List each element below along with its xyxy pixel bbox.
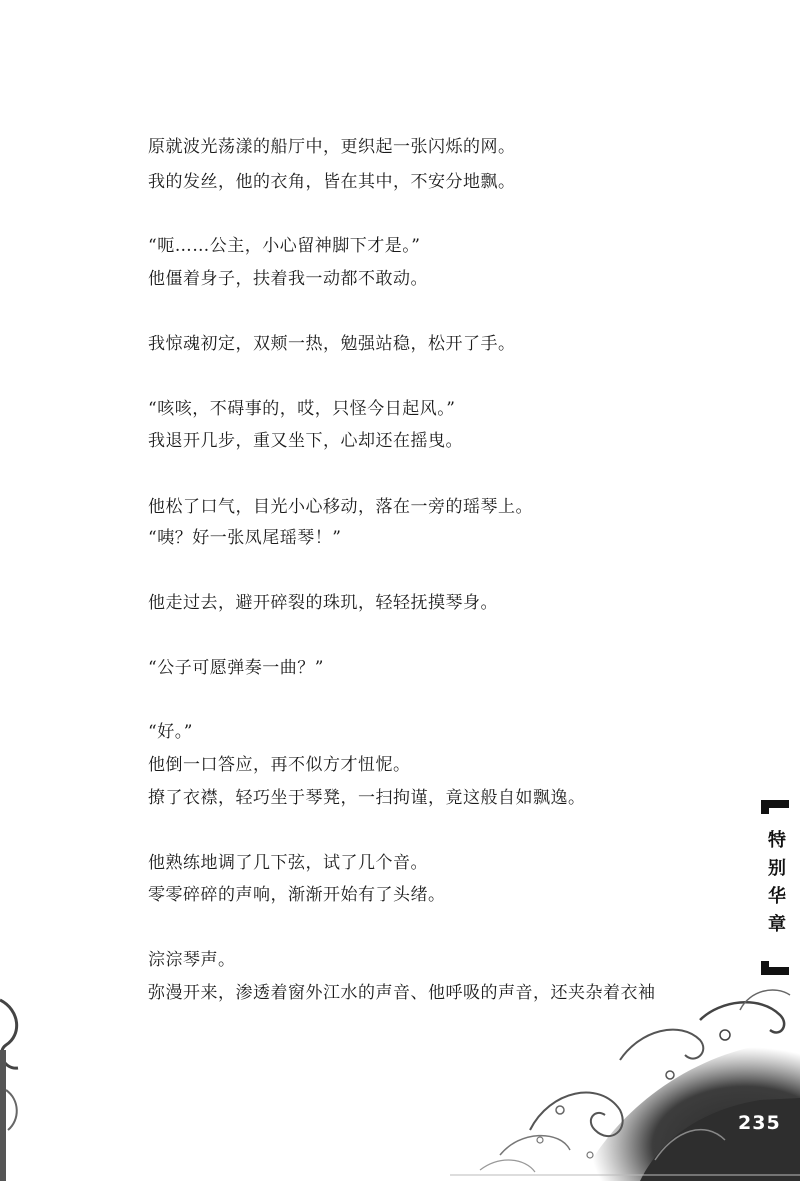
- text-line: “好。”: [148, 722, 193, 742]
- text-line: 弥漫开来，渗透着窗外江水的声音、他呼吸的声音，还夹杂着衣袖: [148, 983, 656, 1003]
- bracket-top: [761, 800, 789, 808]
- section-tab: [757, 800, 791, 975]
- text-line: 我退开几步，重又坐下，心却还在摇曳。: [148, 431, 463, 451]
- section-tab-label: 特别华章: [765, 830, 786, 942]
- text-line: 淙淙琴声。: [148, 950, 236, 970]
- bracket-bottom: [761, 967, 789, 975]
- text-line: “咦？好一张凤尾瑶琴！”: [148, 528, 342, 548]
- text-line: 原就波光荡漾的船厅中，更织起一张闪烁的网。: [148, 137, 516, 157]
- text-line: “呃……公主，小心留神脚下才是。”: [148, 236, 421, 256]
- text-line: 零零碎碎的声响，渐渐开始有了头绪。: [148, 885, 446, 905]
- floral-ornament-graphic: [440, 980, 800, 1181]
- text-line: 他松了口气，目光小心移动，落在一旁的瑶琴上。: [148, 497, 533, 517]
- text-line: 撩了衣襟，轻巧坐于琴凳，一扫拘谨，竟这般自如飘逸。: [148, 788, 586, 808]
- text-line: 我的发丝，他的衣角，皆在其中，不安分地飘。: [148, 172, 516, 192]
- text-line: “公子可愿弹奏一曲？”: [148, 658, 324, 678]
- text-line: 我惊魂初定，双颊一热，勉强站稳，松开了手。: [148, 334, 516, 354]
- text-line: 他走过去，避开碎裂的珠玑，轻轻抚摸琴身。: [148, 593, 498, 613]
- text-line: 他倒一口答应，再不似方才忸怩。: [148, 755, 411, 775]
- text-line: 他熟练地调了几下弦，试了几个音。: [148, 853, 428, 873]
- text-line: 他僵着身子，扶着我一动都不敢动。: [148, 269, 428, 289]
- left-ornament-graphic: [0, 990, 26, 1181]
- page-number: 235: [738, 1112, 781, 1134]
- text-line: “咳咳，不碍事的，哎，只怪今日起风。”: [148, 399, 456, 419]
